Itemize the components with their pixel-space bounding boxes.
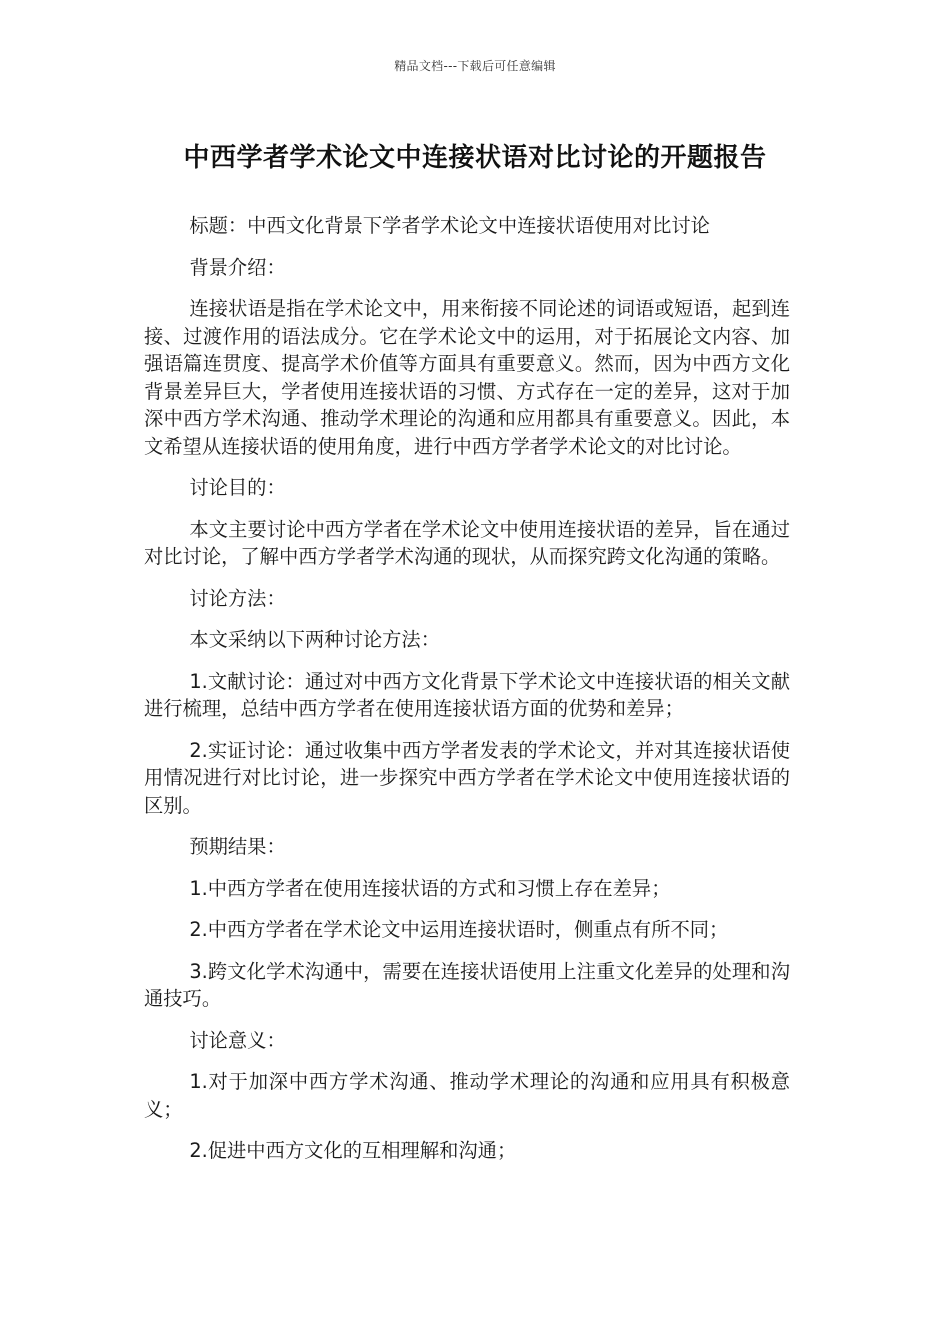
heading-method: 讨论方法： [189, 586, 286, 610]
paragraph-purpose: 本文主要讨论中西方学者在学术论文中使用连接状语的差异，旨在通过对比讨论，了解中西方学者学术沟通的现状，从而探究跨文化沟通的策略。 [144, 517, 790, 568]
header-note: 精品文档---下载后可任意编辑 [394, 59, 556, 73]
paragraph-background: 连接状语是指在学术论文中，用来衔接不同论述的词语或短语，起到连接、过渡作用的语法成分。它在学术论文中的运用，对于拓展论文内容、加强语篇连贯度、提高学术价值等方面具有重要意义。然而，因为中西方文化背景差异巨大，学者使用连接状语的习惯、方式存在一定的差异，这对于加深中西方学术沟通、推动学术理论的沟通和应用都具有重要意义。因此，本文希望从连接状语的使用角度，进行中西方学者学术论文的对比讨论。 [144, 297, 790, 458]
paragraph-subject-title: 标题：中西文化背景下学者学术论文中连接状语使用对比讨论 [189, 214, 710, 237]
paragraph-method-intro: 本文采纳以下两种讨论方法： [189, 628, 440, 651]
paragraph-significance-1: 1.对于加深中西方学术沟通、推动学术理论的沟通和应用具有积极意义； [144, 1070, 790, 1121]
heading-expected-results: 预期结果： [189, 835, 286, 858]
paragraph-result-2: 2.中西方学者在学术论文中运用连接状语时，侧重点有所不同； [189, 918, 729, 941]
heading-purpose: 讨论目的： [189, 476, 286, 499]
paragraph-method-2: 2.实证讨论：通过收集中西方学者发表的学术论文，并对其连接状语使用情况进行对比讨论，进一步探究中西方学者在学术论文中使用连接状语的区别。 [144, 738, 790, 817]
paragraph-result-3: 3.跨文化学术沟通中，需要在连接状语使用上注重文化差异的处理和沟通技巧。 [144, 959, 790, 1010]
document-title: 中西学者学术论文中连接状语对比讨论的开题报告 [183, 143, 767, 173]
paragraph-result-1: 1.中西方学者在使用连接状语的方式和习惯上存在差异； [189, 876, 671, 900]
heading-background: 背景介绍： [189, 255, 286, 279]
document-body [144, 212, 790, 1179]
paragraph-significance-2: 2.促进中西方文化的互相理解和沟通； [189, 1139, 517, 1162]
heading-significance: 讨论意义： [189, 1028, 286, 1052]
paragraph-method-1: 1.文献讨论：通过对中西方文化背景下学术论文中连接状语的相关文献进行梳理，总结中西方学者在使用连接状语方面的优势和差异； [144, 669, 790, 720]
